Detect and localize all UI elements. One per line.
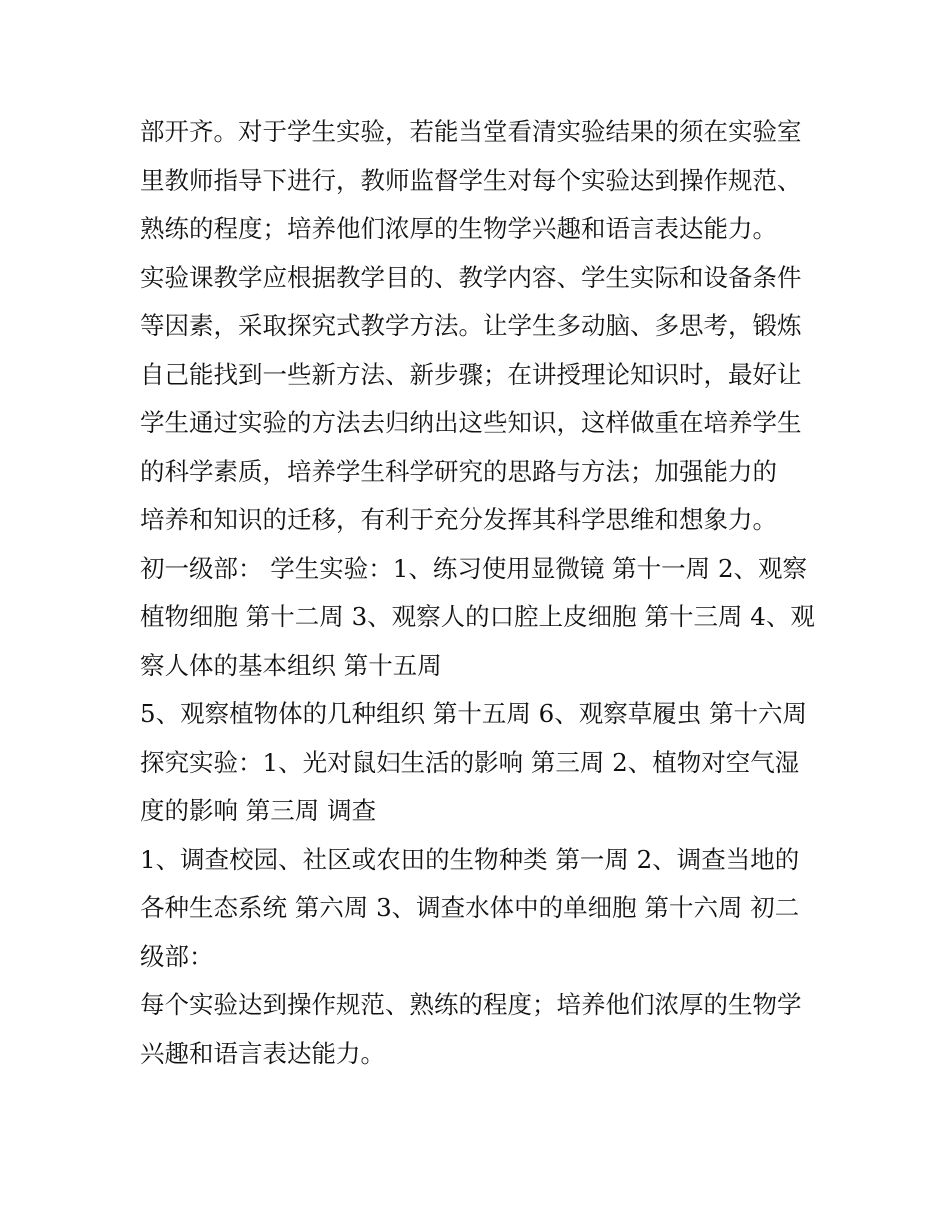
text-line: 1、调查校园、社区或农田的生物种类 第一周 2、调查当地的 (140, 844, 800, 874)
text-line: 兴趣和语言表达能力。 (140, 1038, 385, 1068)
text-line: 自己能找到一些新方法、新步骤；在讲授理论知识时，最好让 (140, 359, 802, 389)
text-line: 部开齐。对于学生实验，若能当堂看清实验结果的须在实验室 (140, 117, 802, 146)
text-line: 熟练的程度；培养他们浓厚的生物学兴趣和语言表达能力。 (140, 214, 777, 243)
text-line: 等因素，采取探究式教学方法。让学生多动脑、多思考，锻炼 (140, 311, 802, 340)
text-line: 里教师指导下进行，教师监督学生对每个实验达到操作规范、 (140, 165, 802, 195)
document-body (140, 108, 820, 1078)
text-line: 各种生态系统 第六周 3、调查水体中的单细胞 第十六周 初二 (140, 893, 800, 922)
text-line: 度的影响 第三周 调查 (140, 796, 377, 825)
text-line: 5、观察植物体的几种组织 第十五周 6、观察草履虫 第十六周 (140, 699, 808, 728)
text-line: 探究实验：1、光对鼠妇生活的影响 第三周 2、植物对空气湿 (140, 747, 800, 777)
text-line: 级部： (140, 941, 214, 971)
text-line: 初一级部： 学生实验：1、练习使用显微镜 第十一周 2、观察 (140, 553, 808, 583)
text-line: 植物细胞 第十二周 3、观察人的口腔上皮细胞 第十三周 4、观 (140, 602, 815, 631)
text-line: 培养和知识的迁移，有利于充分发挥其科学思维和想象力。 (140, 505, 777, 534)
text-line: 实验课教学应根据教学目的、教学内容、学生实际和设备条件 (140, 262, 802, 292)
text-line: 察人体的基本组织 第十五周 (140, 650, 442, 680)
text-line: 每个实验达到操作规范、熟练的程度；培养他们浓厚的生物学 (140, 990, 802, 1019)
text-line: 学生通过实验的方法去归纳出这些知识，这样做重在培养学生 (140, 408, 802, 437)
text-line: 的科学素质，培养学生科学研究的思路与方法；加强能力的 (140, 456, 777, 486)
